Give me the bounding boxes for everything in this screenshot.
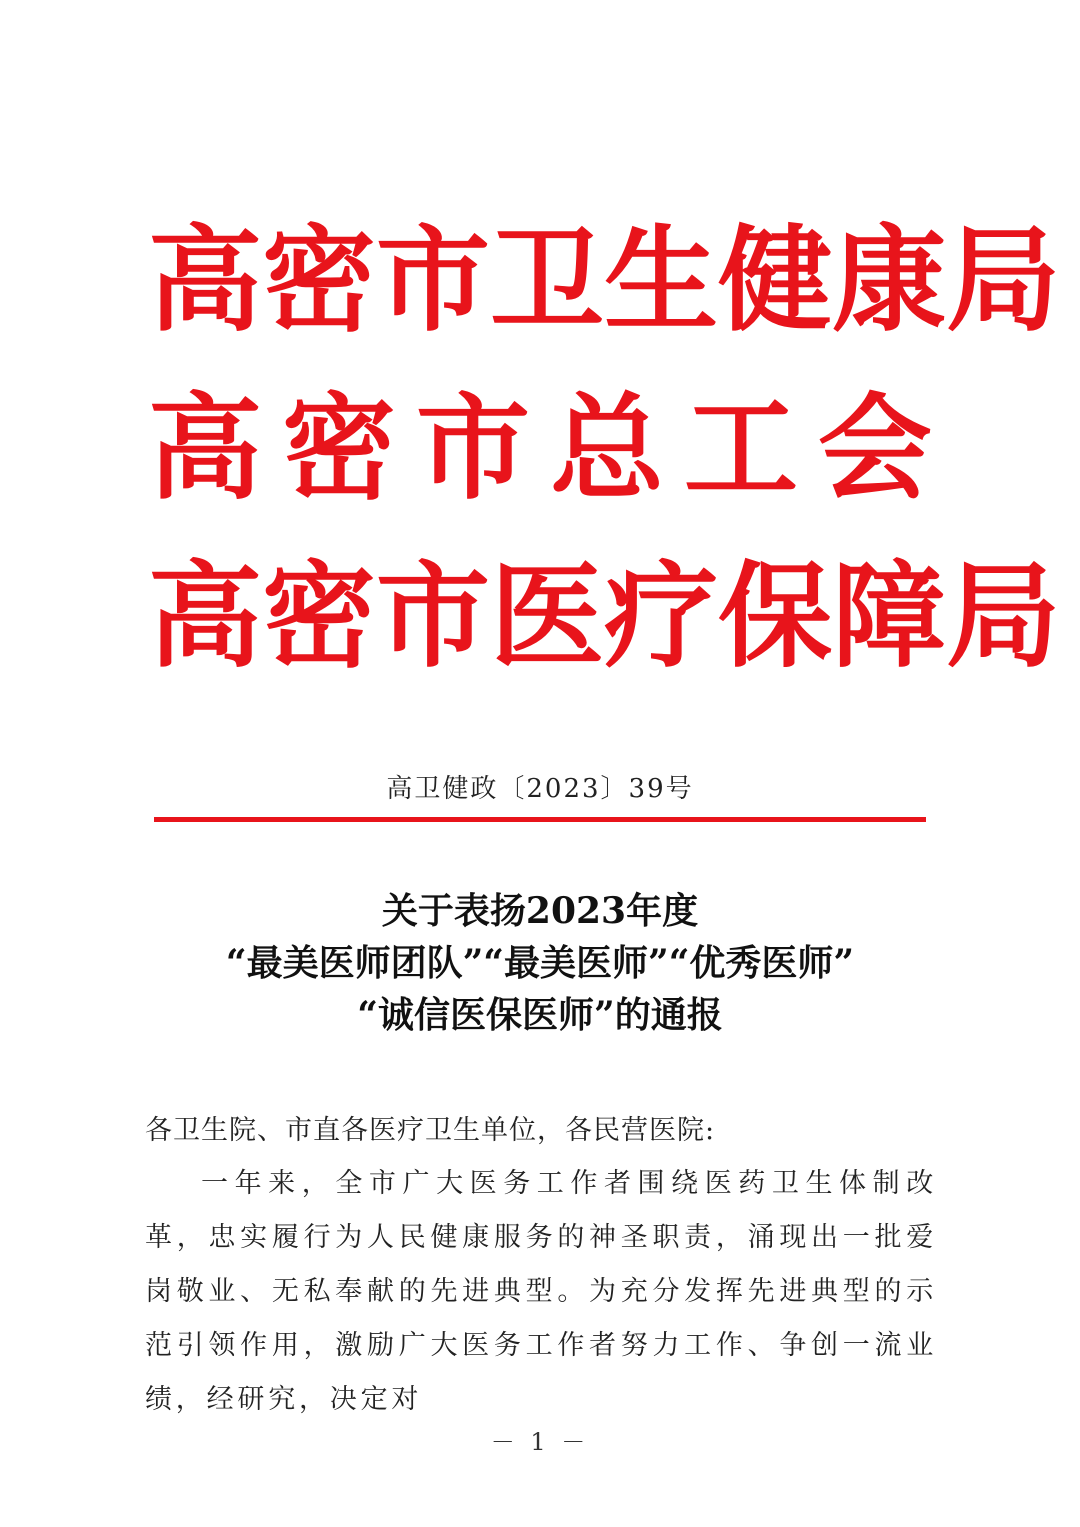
masthead-char: 障 <box>832 550 947 683</box>
body-paragraph: 一年来，全市广大医务工作者围绕医药卫生体制改革，忠实履行为人民健康服务的神圣职责，涌现出一批爱岗敬业、无私奉献的先进典型。为充分发挥先进典型的示范引领作用，激励广大医务工作者努力工作、争创一流业绩，经研究，决定对 <box>145 1168 937 1415</box>
masthead-char: 医 <box>490 550 605 683</box>
masthead-char: 总 <box>549 382 664 515</box>
masthead-char: 高 <box>148 382 263 515</box>
masthead-char: 工 <box>683 382 798 515</box>
masthead-line-3 <box>148 550 1061 683</box>
page-number: － 1 － <box>490 1428 590 1456</box>
masthead-char: 保 <box>718 550 833 683</box>
masthead-char: 市 <box>376 214 491 347</box>
masthead-line-2 <box>148 382 932 515</box>
masthead-char: 康 <box>832 214 947 347</box>
masthead-char: 密 <box>262 214 377 347</box>
masthead-char: 高 <box>148 550 263 683</box>
masthead-char: 市 <box>415 382 530 515</box>
masthead-char: 局 <box>946 214 1061 347</box>
masthead-char: 市 <box>376 550 491 683</box>
masthead-char: 卫 <box>490 214 605 347</box>
masthead-char: 生 <box>604 214 719 347</box>
masthead-char: 局 <box>946 550 1061 683</box>
masthead-char: 疗 <box>604 550 719 683</box>
masthead-char: 会 <box>817 382 932 515</box>
red-divider-line <box>154 817 926 822</box>
title-line-1: 关于表扬2023年度 <box>381 890 699 932</box>
masthead-line-1 <box>148 214 1061 347</box>
masthead-char: 密 <box>281 382 396 515</box>
salutation: 各卫生院、市直各医疗卫生单位，各民营医院: <box>145 1115 716 1146</box>
title-line-2: “最美医师团队”“最美医师”“优秀医师” <box>225 942 855 984</box>
masthead-char: 密 <box>262 550 377 683</box>
masthead-char: 高 <box>148 214 263 347</box>
document-number: 高卫健政〔2023〕39号 <box>386 774 694 804</box>
masthead-char: 健 <box>718 214 833 347</box>
title-line-3: “诚信医保医师”的通报 <box>357 994 723 1036</box>
